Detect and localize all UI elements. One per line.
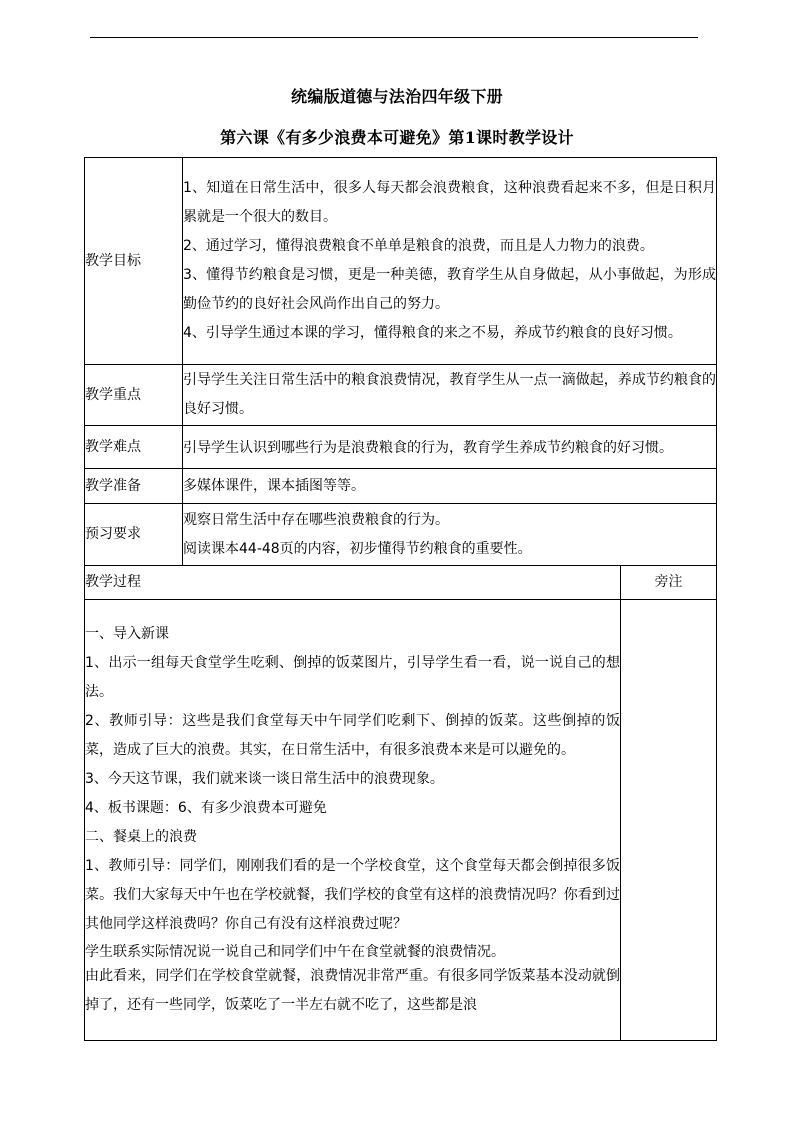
document-title: 统编版道德与法治四年级下册 [291, 87, 503, 106]
goal-item: 2、通过学习，懂得浪费粮食不单单是粮食的浪费，而且是人力物力的浪费。 [183, 238, 654, 254]
process-paragraph: 一、导入新课 [85, 626, 169, 642]
header-rule [90, 37, 698, 38]
process-paragraph: 2、教师引导：这些是我们食堂每天中午同学们吃剩下、倒掉的饭菜。这些倒掉的饭菜，造成了巨大的浪费。其实，在日常生活中，有很多浪费本来是可以避免的。 [85, 713, 620, 758]
row-process-header [85, 566, 717, 600]
row-difficulties [85, 426, 717, 469]
lesson-title: 第六课《有多少浪费本可避免》第1课时教学设计 [220, 128, 574, 147]
process-paragraph: 二、餐桌上的浪费 [85, 829, 197, 845]
process-body [85, 600, 621, 1041]
label-difficulties: 教学难点 [85, 426, 183, 469]
content-difficulties [183, 426, 717, 469]
process-paragraph: 由此看来，同学们在学校食堂就餐，浪费情况非常严重。有很多同学饭菜基本没动就倒掉了，还有一些同学，饭菜吃了一半左右就不吃了，这些都是浪 [85, 968, 620, 1013]
process-header: 教学过程 [85, 566, 621, 600]
goal-item: 4、引导学生通过本课的学习，懂得粮食的来之不易，养成节约粮食的良好习惯。 [183, 325, 682, 341]
row-key-points [85, 365, 717, 426]
process-paragraph: 1、出示一组每天食堂学生吃剩、倒掉的饭菜图片，引导学生看一看，说一说自己的想法。 [85, 655, 620, 700]
row-preparation [85, 469, 717, 504]
row-teaching-goals [85, 158, 717, 365]
row-preview [85, 504, 717, 566]
notes-column [621, 600, 717, 1041]
process-paragraph: 4、板书课题：6、有多少浪费本可避免 [85, 800, 327, 816]
process-paragraph: 1、教师引导：同学们，刚刚我们看的是一个学校食堂，这个食堂每天都会倒掉很多饭菜。我们大家每天中午也在学校就餐，我们学校的食堂有这样的浪费情况吗？你看到过其他同学这样浪费吗？你自己有没有这样浪费过呢？ [85, 858, 620, 932]
lesson-plan-table [84, 157, 717, 1041]
difficulties-text: 引导学生认识到哪些行为是浪费粮食的行为，教育学生养成节约粮食的好习惯。 [183, 440, 673, 456]
preview-item: 阅读课本44-48页的内容，初步懂得节约粮食的重要性。 [183, 540, 532, 557]
label-preparation: 教学准备 [85, 469, 183, 504]
goal-item: 3、懂得节约粮食是习惯，更是一种美德，教育学生从自身做起，从小事做起，为形成勤俭节约的良好社会风尚作出自己的努力。 [183, 267, 716, 312]
label-preview: 预习要求 [85, 504, 183, 566]
preparation-text: 多媒体课件，课本插图等等。 [183, 477, 365, 494]
label-key-points: 教学重点 [85, 365, 183, 426]
goal-item: 1、知道在日常生活中，很多人每天都会浪费粮食，这种浪费看起来不多，但是日积月累就是一个很大的数目。 [183, 180, 716, 225]
content-teaching-goals [183, 158, 717, 365]
preview-item: 观察日常生活中存在哪些浪费粮食的行为。 [183, 511, 449, 528]
process-paragraph: 3、今天这节课，我们就来谈一谈日常生活中的浪费现象。 [85, 771, 444, 787]
content-preparation [183, 469, 717, 504]
key-points-text: 引导学生关注日常生活中的粮食浪费情况，教育学生从一点一滴做起，养成节约粮食的良好习惯。 [183, 372, 716, 417]
content-key-points [183, 365, 717, 426]
content-preview [183, 504, 717, 566]
notes-header: 旁注 [621, 566, 717, 600]
row-process-body [85, 600, 717, 1041]
process-paragraph: 学生联系实际情况说一说自己和同学们中午在食堂就餐的浪费情况。 [85, 944, 505, 960]
label-teaching-goals: 教学目标 [85, 158, 183, 365]
